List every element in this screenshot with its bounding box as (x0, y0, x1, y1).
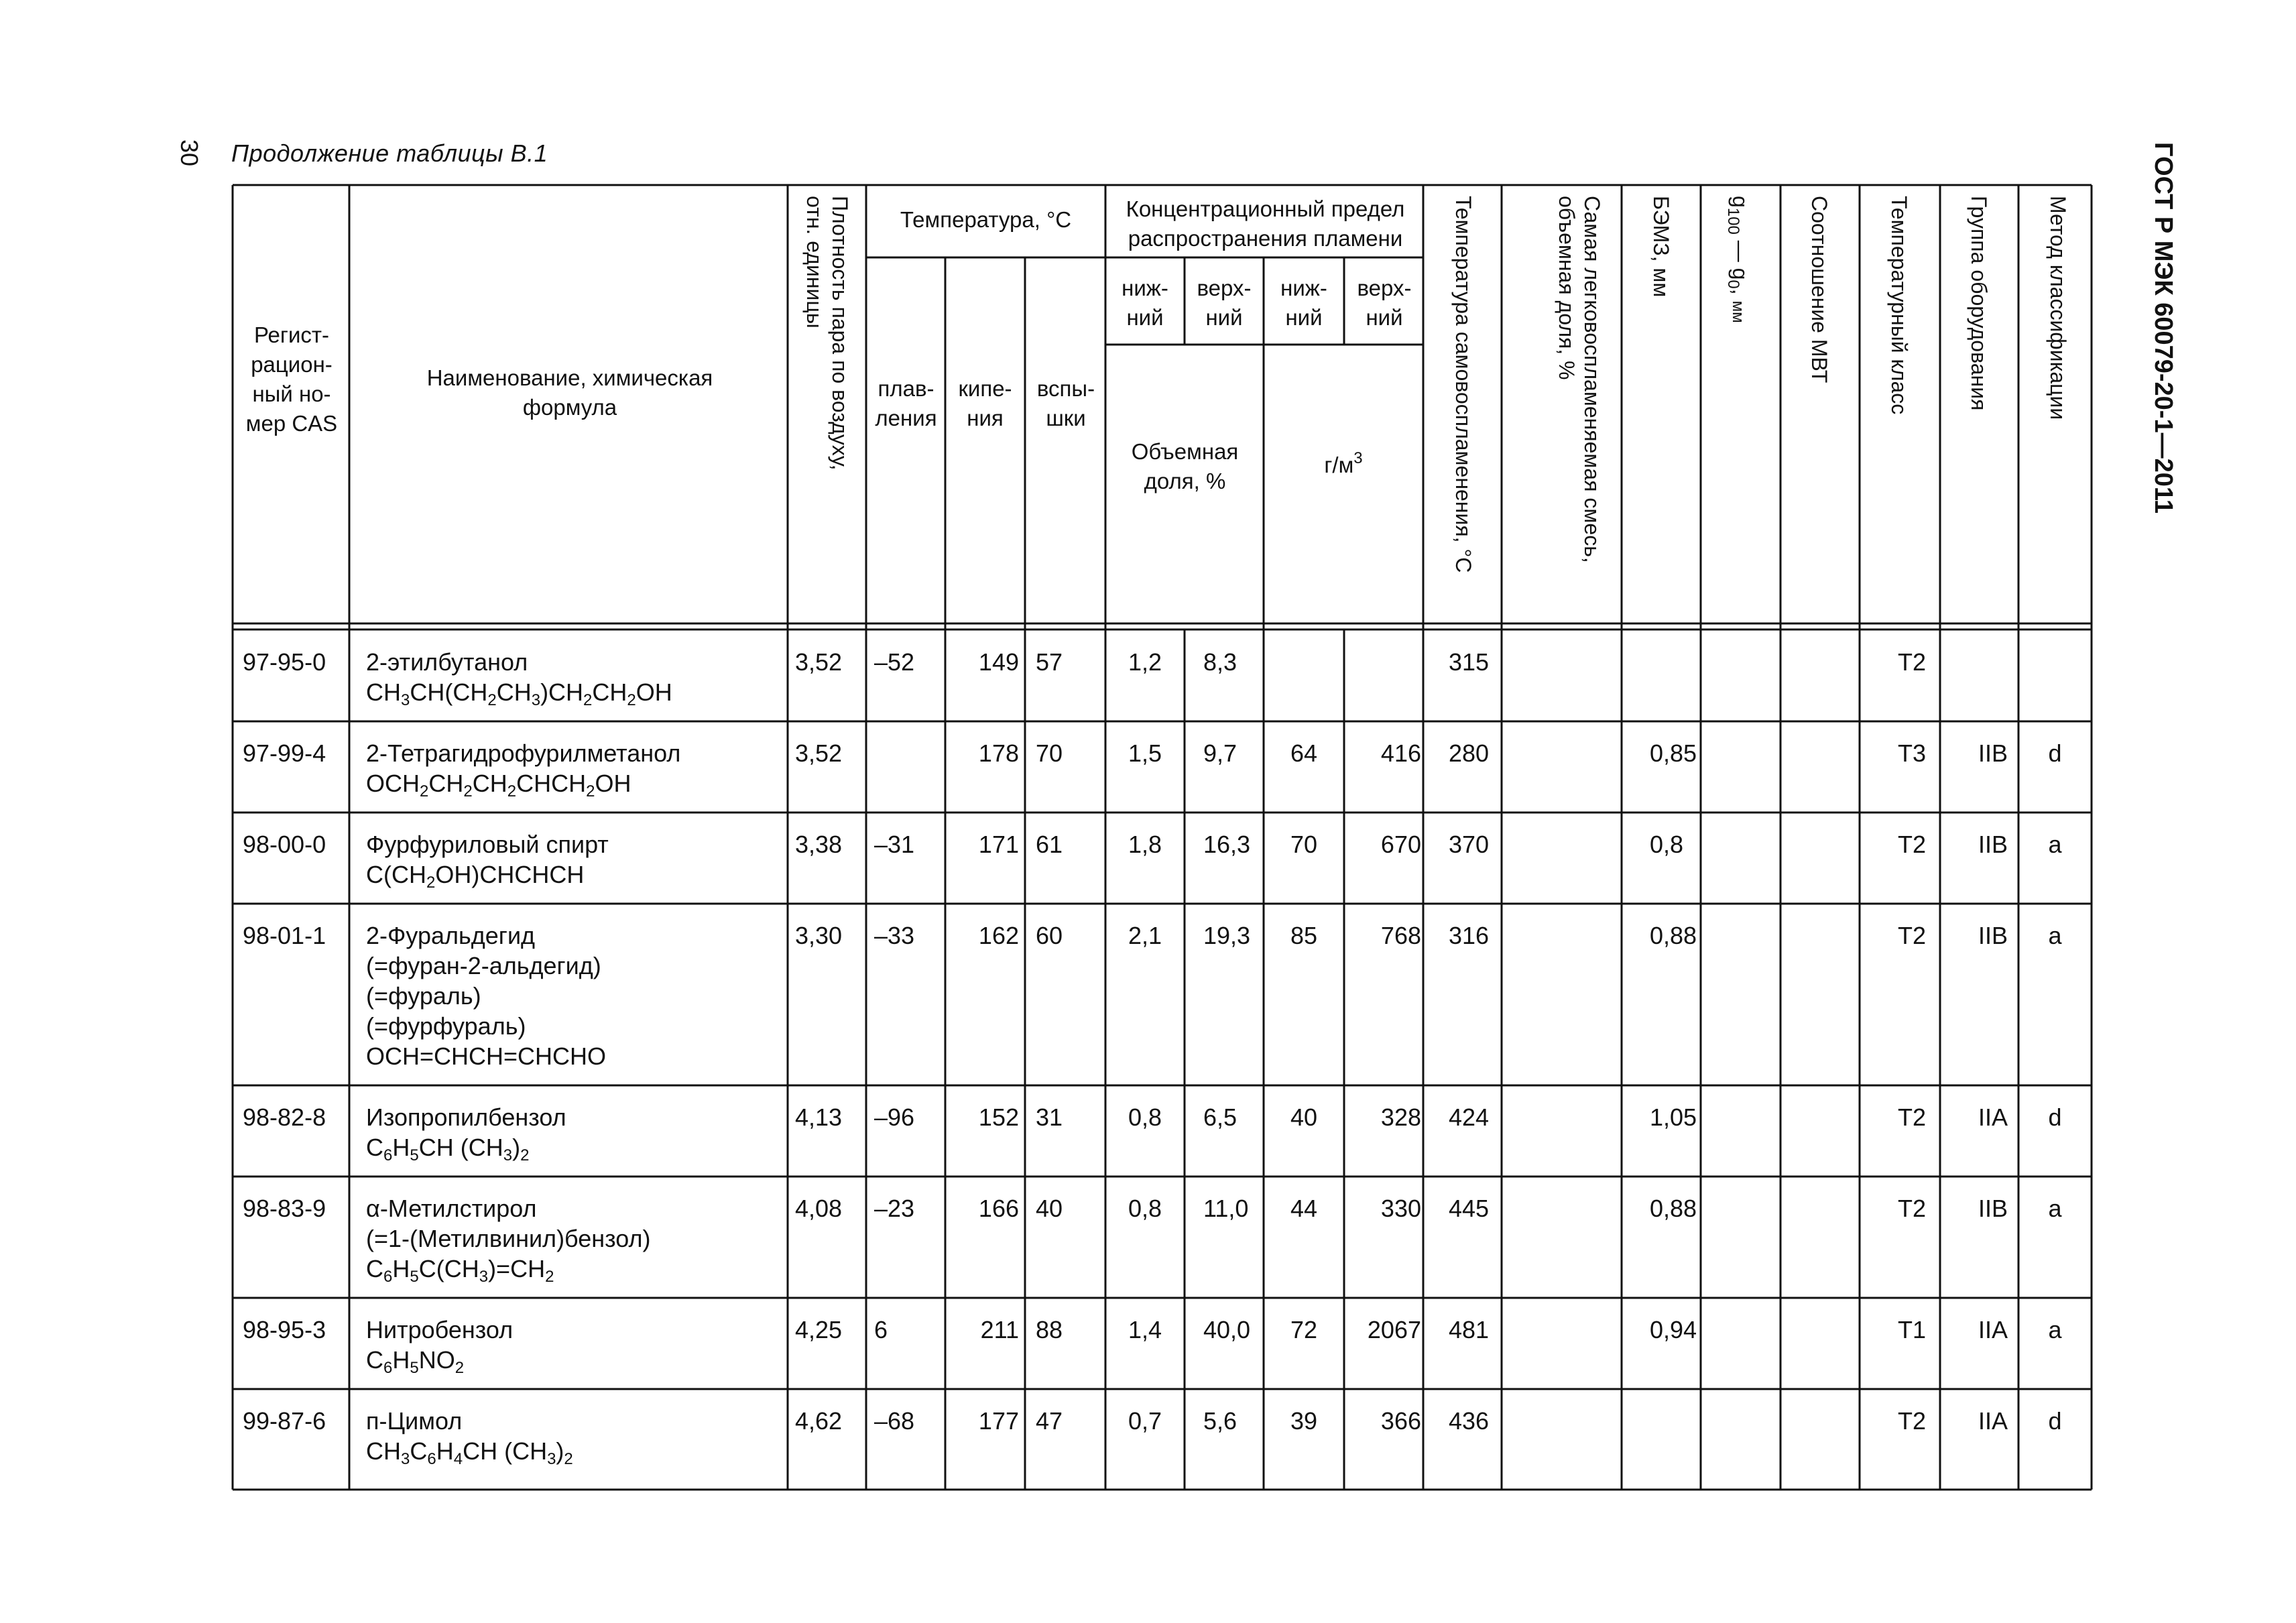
header-name: Наименование, химическая формула (426, 365, 713, 420)
chemical-formula: $OCH_2CH_2CH_2CHCH_2OH$ (366, 770, 631, 800)
cell-lfl-g: 39 (1290, 1407, 1318, 1435)
substance-name-line: Изопропилбензол (366, 1103, 566, 1131)
cell-cas: 98-95-3 (243, 1316, 326, 1343)
substance-name-line: п-Цимол (366, 1407, 463, 1435)
cell-method: d (2048, 1407, 2062, 1435)
cell-cas: 98-01-1 (243, 922, 326, 949)
cell-boil: 166 (978, 1195, 1019, 1222)
substance-name-line: (=фурфураль) (366, 1012, 526, 1040)
cell-method: d (2048, 739, 2062, 767)
cell-cas: 98-82-8 (243, 1103, 326, 1131)
cell-group: IIA (1978, 1103, 2008, 1131)
cell-name (366, 647, 672, 707)
page-number: 30 (176, 139, 203, 167)
header-most-ignitable-text: Самая легковоспламеняемая смесь, объемная доля, % (1555, 196, 1604, 563)
table-caption: Продолжение таблицы В.1 (231, 139, 548, 167)
cell-ufl-vol: 19,3 (1203, 922, 1251, 949)
cell-ufl-g: 366 (1380, 1407, 1421, 1435)
cell-group: IIB (1978, 1195, 2008, 1222)
cell-ufl-g: 328 (1380, 1103, 1421, 1131)
cell-ait: 315 (1449, 648, 1490, 676)
cell-ait: 445 (1449, 1195, 1490, 1222)
cell-method: a (2048, 922, 2062, 949)
cell-ufl-vol: 11,0 (1203, 1195, 1249, 1222)
cell-lfl-vol: 1,4 (1128, 1316, 1162, 1343)
cell-cas: 98-83-9 (243, 1195, 326, 1222)
substance-name-line: Фурфуриловый спирт (366, 831, 609, 858)
cell-ait: 280 (1449, 739, 1490, 767)
header-gm3-sup: 3 (1353, 449, 1363, 467)
cell-cas: 99-87-6 (243, 1407, 326, 1435)
substance-name-line: 2-этилбутанол (366, 648, 528, 676)
cell-lfl-vol: 0,8 (1128, 1103, 1162, 1131)
cell-lfl-vol: 0,8 (1128, 1195, 1162, 1222)
cell-lfl-g: 44 (1290, 1195, 1318, 1222)
cell-lfl-g: 40 (1290, 1103, 1318, 1131)
cell-boil: 152 (978, 1103, 1019, 1131)
cell-flash: 61 (1036, 831, 1063, 858)
cell-melt: –33 (874, 922, 915, 949)
cell-density: 4,62 (795, 1407, 843, 1435)
header-equip-group: Группа оборудования (1967, 196, 1991, 411)
header-volume-fraction: Объемная доля, % (1131, 439, 1239, 493)
chemical-formula: $C_6H_5C(CH_3)=CH_2$ (366, 1255, 554, 1286)
chemical-formula: $CH_3CH(CH_2CH_3)CH_2CH_2OH$ (366, 678, 672, 709)
cell-lfl-vol: 1,5 (1128, 739, 1162, 767)
cell-method: a (2048, 1195, 2062, 1222)
header-autoignition: Температура самовоспламенения, °С (1451, 196, 1475, 573)
cell-boil: 177 (978, 1407, 1019, 1435)
substance-name-line: (=фуран-2-альдегид) (366, 952, 601, 979)
cell-group: IIB (1978, 831, 2008, 858)
chemical-formula: OCH=CHCH=CHCHO (366, 1042, 607, 1070)
cell-lfl-g: 85 (1290, 922, 1318, 949)
cell-cas: 97-95-0 (243, 648, 326, 676)
cell-name (366, 829, 609, 890)
cell-density: 4,08 (795, 1195, 843, 1222)
cell-name (366, 1102, 566, 1162)
cell-tclass: T2 (1898, 1103, 1927, 1131)
cell-mesg: 0,94 (1650, 1316, 1697, 1343)
substance-name-line: 2-Тетрагидрофурилметанол (366, 739, 681, 767)
cell-name (366, 738, 680, 798)
cell-boil: 211 (980, 1316, 1019, 1343)
cell-lfl-g: 64 (1290, 739, 1318, 767)
cell-mesg: 0,85 (1650, 739, 1697, 767)
cell-lfl-vol: 0,7 (1128, 1407, 1162, 1435)
header-lower-gm3: ниж- ний (1280, 276, 1327, 330)
header-boiling: кипе- ния (958, 376, 1012, 430)
cell-flash: 60 (1036, 922, 1063, 949)
header-class-method: Метод классификации (2046, 196, 2070, 420)
header-flammability: Концентрационный предел распространения пламени (1126, 196, 1405, 251)
cell-ufl-g: 330 (1380, 1195, 1421, 1222)
header-temp-class: Температурный класс (1887, 196, 1911, 415)
header-gm3 (1264, 450, 1423, 480)
cell-density: 4,25 (795, 1316, 843, 1343)
cell-melt: –52 (874, 648, 915, 676)
cell-tclass: T2 (1898, 648, 1927, 676)
cell-ufl-vol: 9,7 (1203, 739, 1237, 767)
cell-ufl-g: 416 (1380, 739, 1421, 767)
substance-name-line: Нитробензол (366, 1316, 513, 1343)
cell-name (366, 1315, 513, 1375)
header-density-text: Плотность пара по воздуху, отн. единицы (802, 196, 852, 471)
cell-density: 3,30 (795, 922, 843, 949)
cell-group: IIA (1978, 1316, 2008, 1343)
cell-lfl-vol: 1,2 (1128, 648, 1162, 676)
cell-group: IIB (1978, 739, 2008, 767)
substance-name-line: (=фураль) (366, 982, 481, 1010)
header-lower-vol: ниж- ний (1122, 276, 1168, 330)
cell-cas: 98-00-0 (243, 831, 326, 858)
header-melting: плав- ления (875, 376, 937, 430)
chemical-formula: $CH_3C_6H_4CH$ $(CH_3)_2$ (366, 1437, 573, 1468)
cell-lfl-g: 72 (1290, 1316, 1318, 1343)
header-mesg: БЭМЗ, мм (1649, 196, 1673, 298)
cell-ufl-vol: 5,6 (1203, 1407, 1237, 1435)
cell-boil: 162 (978, 922, 1019, 949)
cell-boil: 149 (978, 648, 1019, 676)
cell-boil: 171 (978, 831, 1019, 858)
cell-tclass: T1 (1898, 1316, 1927, 1343)
cell-mesg: 0,88 (1650, 922, 1697, 949)
cell-flash: 57 (1036, 648, 1063, 676)
header-mic-ratio: Соотношение МВТ (1807, 196, 1831, 383)
header-most-ignitable (1554, 196, 1605, 598)
cell-mesg: 0,8 (1650, 831, 1684, 858)
cell-ufl-vol: 16,3 (1203, 831, 1251, 858)
header-upper-gm3: верх- ний (1357, 276, 1412, 330)
header-gap-diff: $g_{100}$ — $g_0$, мм (1724, 196, 1752, 323)
cell-tclass: T3 (1898, 739, 1927, 767)
cell-tclass: T2 (1898, 1407, 1927, 1435)
cell-lfl-g: 70 (1290, 831, 1318, 858)
cell-density: 3,52 (795, 648, 843, 676)
cell-cas: 97-99-4 (243, 739, 326, 767)
cell-tclass: T2 (1898, 922, 1927, 949)
cell-flash: 88 (1036, 1316, 1063, 1343)
cell-lfl-vol: 2,1 (1128, 922, 1162, 949)
cell-melt: –31 (874, 831, 915, 858)
header-temperature: Температура, °С (900, 207, 1072, 232)
cell-method: d (2048, 1103, 2062, 1131)
chemical-formula: $C_6H_5NO_2$ (366, 1346, 465, 1377)
cell-ufl-g: 670 (1380, 831, 1421, 858)
cell-ufl-vol: 8,3 (1203, 648, 1237, 676)
header-flash: вспы- шки (1036, 376, 1095, 430)
cell-ait: 436 (1449, 1407, 1490, 1435)
cell-melt: 6 (874, 1316, 888, 1343)
cell-ait: 424 (1449, 1103, 1490, 1131)
cell-lfl-vol: 1,8 (1128, 831, 1162, 858)
header-cas: Регист- рацион- ный но- мер CAS (245, 322, 338, 436)
cell-ufl-g: 2067 (1367, 1316, 1421, 1343)
header-density (802, 196, 853, 511)
chemical-formula: $C_6H_5CH$ $(CH_3)_2$ (366, 1134, 530, 1164)
cell-density: 4,13 (795, 1103, 843, 1131)
cell-flash: 40 (1036, 1195, 1063, 1222)
cell-name (366, 920, 606, 1071)
cell-flash: 70 (1036, 739, 1063, 767)
cell-name (366, 1193, 651, 1284)
cell-ufl-g: 768 (1380, 922, 1421, 949)
cell-tclass: T2 (1898, 831, 1927, 858)
cell-ait: 370 (1449, 831, 1490, 858)
cell-melt: –68 (874, 1407, 915, 1435)
cell-flash: 31 (1036, 1103, 1063, 1131)
standard-designation: ГОСТ Р МЭК 60079-20-1—2011 (2149, 142, 2177, 514)
cell-ait: 316 (1449, 922, 1490, 949)
cell-method: a (2048, 1316, 2062, 1343)
cell-ait: 481 (1449, 1316, 1490, 1343)
substance-name-line: 2-Фуральдегид (366, 922, 536, 949)
cell-name (366, 1406, 573, 1466)
cell-boil: 178 (978, 739, 1019, 767)
cell-melt: –96 (874, 1103, 915, 1131)
cell-flash: 47 (1036, 1407, 1063, 1435)
cell-ufl-vol: 6,5 (1203, 1103, 1237, 1131)
cell-tclass: T2 (1898, 1195, 1927, 1222)
header-upper-vol: верх- ний (1197, 276, 1252, 330)
header-gm3-base: г/м (1324, 453, 1354, 477)
cell-density: 3,52 (795, 739, 843, 767)
chemical-formula: $C(CH_2OH)CHCHCH$ (366, 861, 585, 892)
cell-melt: –23 (874, 1195, 915, 1222)
cell-method: a (2048, 831, 2062, 858)
substance-name-line: (=1-(Метилвинил)бензол) (366, 1225, 651, 1252)
substance-name-line: α-Метилстирол (366, 1195, 537, 1222)
cell-density: 3,38 (795, 831, 843, 858)
cell-mesg: 0,88 (1650, 1195, 1697, 1222)
cell-ufl-vol: 40,0 (1203, 1316, 1251, 1343)
cell-mesg: 1,05 (1650, 1103, 1697, 1131)
cell-group: IIA (1978, 1407, 2008, 1435)
cell-group: IIB (1978, 922, 2008, 949)
